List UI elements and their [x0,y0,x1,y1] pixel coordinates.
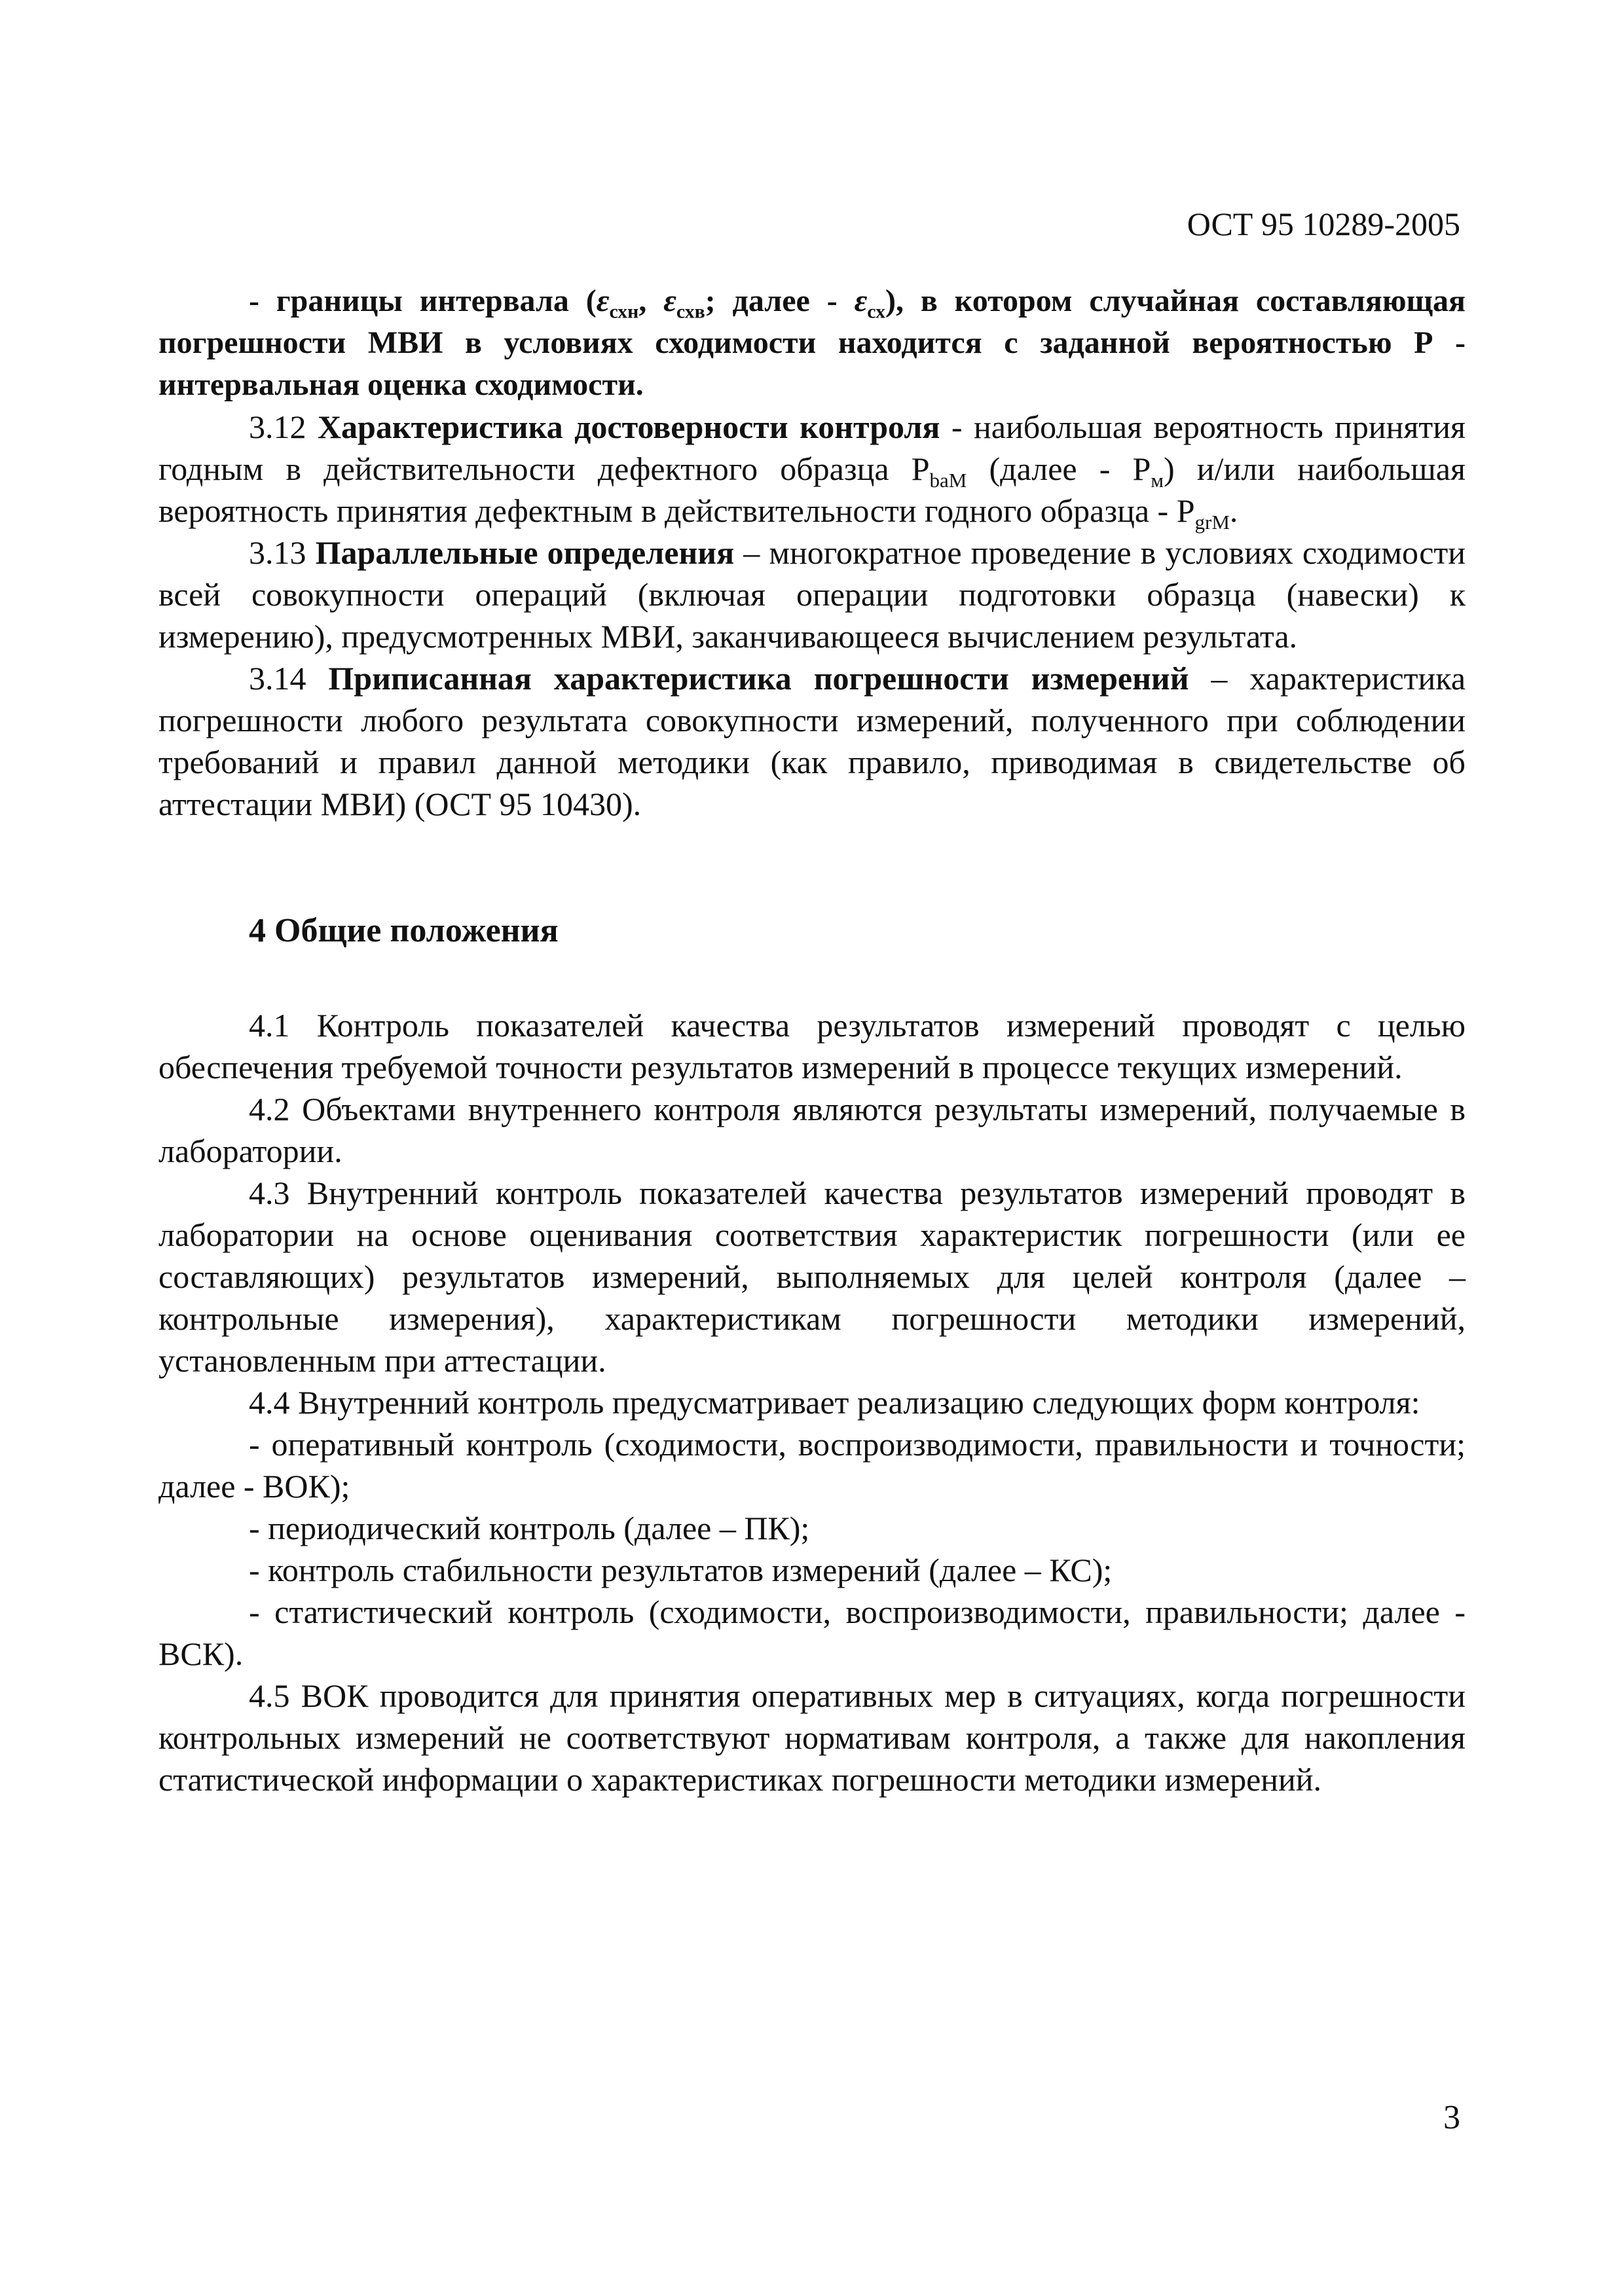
epsilon-symbol: ε [596,283,610,318]
definition-text: - наибольшая вероятность принятия годным в действительности дефектного образца P [158,409,1466,487]
definition-3-14 [158,657,1466,825]
list-item: - периодический контроль (далее – ПК); [249,1510,810,1546]
definition-text: – многократное проведение в условиях сходимости всей совокупности операций (включая операции подготовки образца (навески) к измерению), предусмотренных МВИ, заканчивающееся вычислением результата. [158,534,1466,655]
definition-term: Приписанная характеристика погрешности измерений [328,660,1189,697]
list-item: - оперативный контроль (сходимости, воспроизводимости, правильности и точности; далее - ВОК); [158,1426,1466,1504]
list-item: - контроль стабильности результатов измерений (далее – КС); [249,1552,1113,1588]
probability-subscript: м [1151,469,1164,492]
epsilon-symbol: ε [663,283,676,318]
epsilon-upper-subscript: схв [676,301,705,323]
probability-subscript: baM [929,469,967,492]
definition-text: (далее - P [967,450,1151,487]
document-code: ОСТ 95 10289-2005 [1187,206,1460,242]
intro-text-1: - границы интервала ( [249,283,597,318]
epsilon-lower-subscript: схн [609,301,639,323]
paragraph-4-3: 4.3 Внутренний контроль показателей качества результатов измерений проводят в лаборатории на основе оценивания соответствия характеристик погрешности (или ее составляющих) результатов измерений, выполняемых для целей контроля (далее – контрольные измерения), характеристикам погрешности методики измерений, установленным при аттестации. [158,1175,1466,1379]
paragraph-4-4: 4.4 Внутренний контроль предусматривает реализацию следующих форм контроля: [249,1384,1420,1421]
definition-text: ) и/или наибольшая вероятность принятия дефектным в действительности годного образца - P [158,450,1466,529]
definition-number: 3.14 [249,660,329,697]
definition-term: Характеристика достоверности контроля [317,409,940,445]
definition-term: Параллельные определения [315,534,735,571]
intro-text-2: ; далее - [705,283,855,318]
paragraph-4-1: 4.1 Контроль показателей качества результатов измерений проводят с целью обеспечения требуемой точности результатов измерений в процессе текущих измерений. [158,1007,1466,1085]
paragraph-4-5: 4.5 ВОК проводится для принятия оперативных мер в ситуациях, когда погрешности контрольных измерений не соответствуют нормативам контроля, а также для накопления статистической информации о характеристиках погрешности методики измерений. [158,1677,1466,1798]
intro-text-3: ), в котором случайная составляющая погрешности МВИ в условиях сходимости находится с заданной вероятностью Р - интервальная оценка сходимости. [158,283,1466,402]
definition-3-12 [158,406,1466,532]
definition-number: 3.12 [249,409,318,445]
paragraph-4-2: 4.2 Объектами внутреннего контроля являются результаты измерений, получаемые в лаборатории. [158,1091,1466,1169]
probability-subscript: grM [1194,511,1230,534]
epsilon-subscript: сх [867,301,885,323]
definition-text: – характеристика погрешности любого результата совокупности измерений, полученного при соблюдении требований и правил данной методики (как правило, приводимая в свидетельстве об аттестации МВИ) (ОСТ 95 10430). [158,660,1466,822]
definition-text: . [1229,492,1238,529]
intro-paragraph [158,280,1466,406]
intro-separator: , [638,283,664,318]
list-item: - статистический контроль (сходимости, воспроизводимости, правильности; далее - ВСК). [158,1594,1466,1672]
definition-3-13 [158,532,1466,657]
page-content [158,280,1466,1800]
section-heading: 4 Общие положения [249,912,559,949]
epsilon-symbol: ε [854,283,868,318]
page-number: 3 [1443,2099,1460,2136]
definition-number: 3.13 [249,534,316,571]
